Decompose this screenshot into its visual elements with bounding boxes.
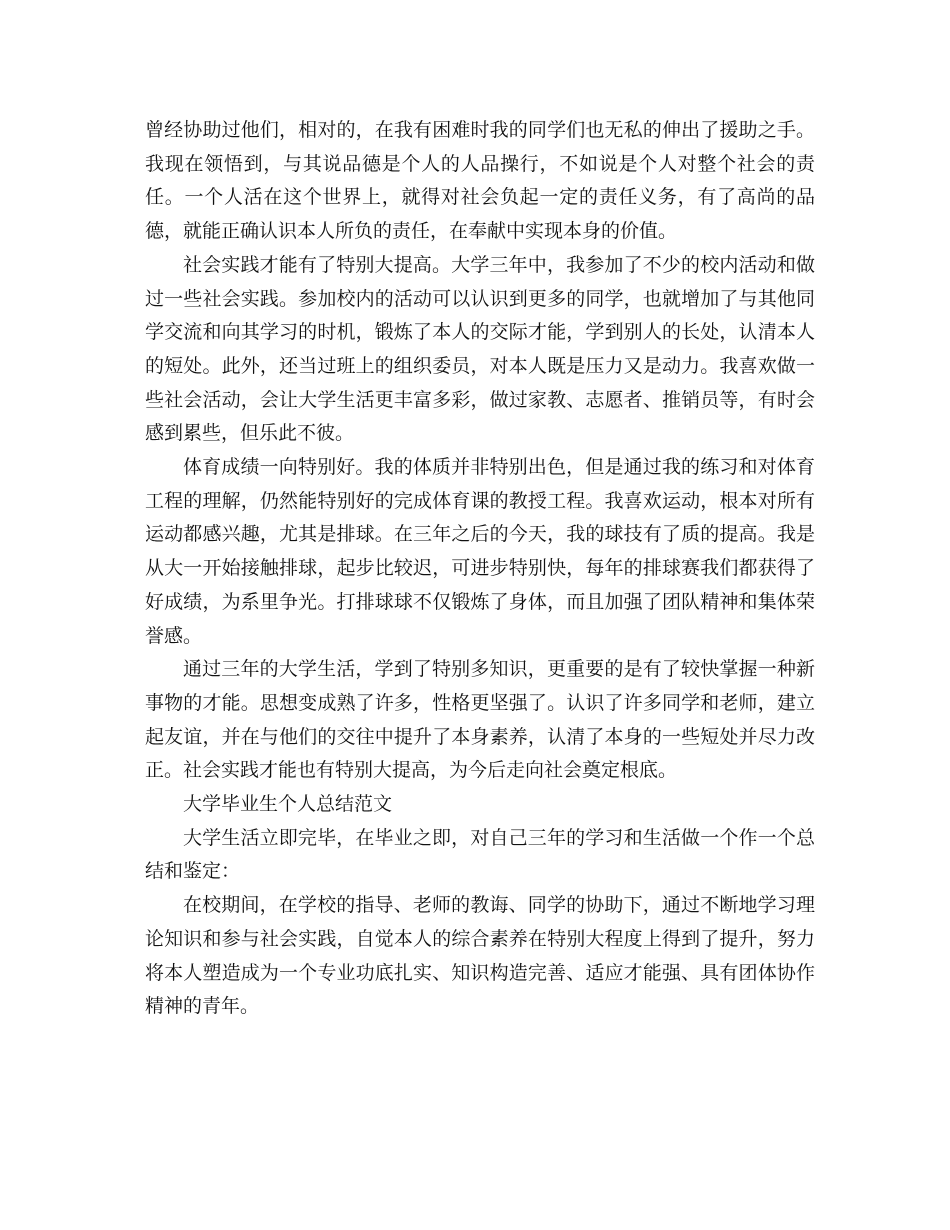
paragraph-intro: 大学生活立即完毕，在毕业之即，对自己三年的学习和生活做一个作一个总结和鉴定： <box>145 826 815 883</box>
paragraph-social-practice: 社会实践才能有了特别大提高。大学三年中，我参加了不少的校内活动和做过一些社会实践。参加校内的活动可以认识到更多的同学，也就增加了与其他同学交流和向其学习的时机，锻炼了本人的交际才能，学到别人的长处，认清本人的短处。此外，还当过班上的组织委员，对本人既是压力又是动力。我喜欢做一些社会活动，会让大学生活更丰富多彩，做过家教、志愿者、推销员等，有时会感到累些，但乐此不彼。 <box>145 253 815 445</box>
paragraph-sports: 体育成绩一向特别好。我的体质并非特别出色，但是通过我的练习和对体育工程的理解，仍然能特别好的完成体育课的教授工程。我喜欢运动，根本对所有运动都感兴趣，尤其是排球。在三年之后的今天，我的球技有了质的提高。我是从大一开始接触排球，起步比较迟，可进步特别快，每年的排球赛我们都获得了好成绩，为系里争光。打排球球不仅锻炼了身体，而且加强了团队精神和集体荣誉感。 <box>145 456 815 647</box>
document-body <box>145 114 815 1024</box>
section-heading: 大学毕业生个人总结范文 <box>183 793 393 816</box>
paragraph-school-period: 在校期间，在学校的指导、老师的教诲、同学的协助下，通过不断地学习理论知识和参与社会实践，自觉本人的综合素养在特别大程度上得到了提升，努力将本人塑造成为一个专业功底扎实、知识构造完善、适应才能强、具有团体协作精神的青年。 <box>145 894 815 1018</box>
paragraph-continuation: 曾经协助过他们，相对的，在我有困难时我的同学们也无私的伸出了援助之手。我现在领悟到，与其说品德是个人的人品操行，不如说是个人对整个社会的责任。一个人活在这个世界上，就得对社会负起一定的责任义务，有了高尚的品德，就能正确认识本人所负的责任，在奉献中实现本身的价值。 <box>145 119 815 243</box>
paragraph-three-years: 通过三年的大学生活，学到了特别多知识，更重要的是有了较快掌握一种新事物的才能。思想变成熟了许多，性格更坚强了。认识了许多同学和老师，建立起友谊，并在与他们的交往中提升了本身素养，认清了本身的一些短处并尽力改正。社会实践才能也有特别大提高，为今后走向社会奠定根底。 <box>145 658 815 782</box>
